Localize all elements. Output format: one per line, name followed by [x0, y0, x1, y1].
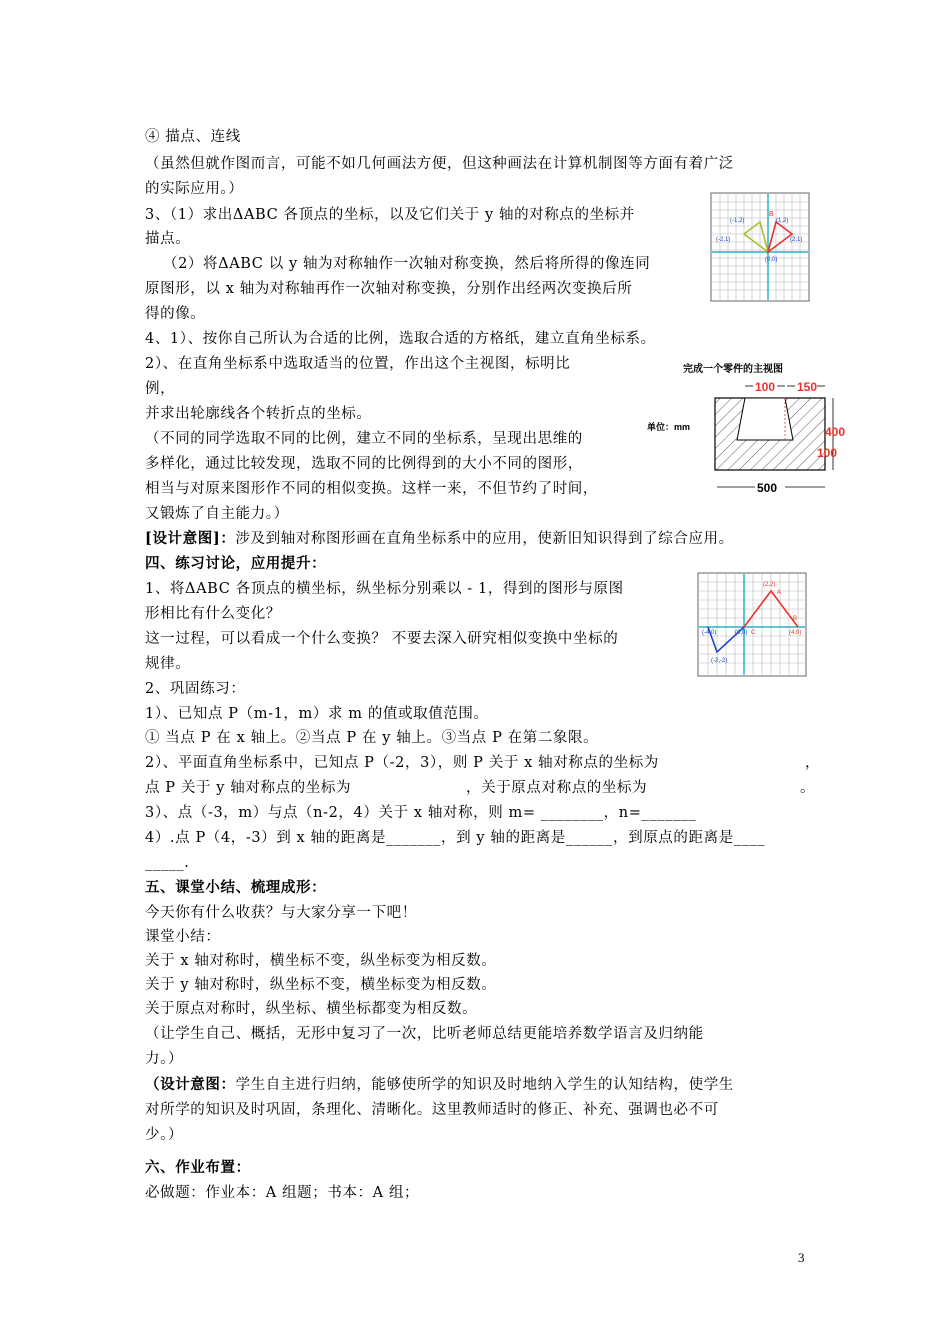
reflected-triangle: [744, 222, 768, 252]
exercise-2-comma: ，: [805, 755, 821, 771]
part-view-figure: [645, 360, 855, 500]
q4-remark: 又锻炼了自主能力。）: [145, 506, 289, 522]
exercise-1: 1）、已知点 P（m-1，m）求 m 的值或取值范围。: [145, 706, 489, 722]
section-6-heading: 六、作业布置：: [145, 1159, 251, 1176]
label-point: (-1,2): [730, 218, 745, 224]
label-point: (4,0): [789, 630, 802, 636]
section-4-heading: 四、练习讨论，应用提升：: [145, 555, 327, 572]
label-c: C: [751, 630, 756, 636]
design-intent-label: [设计意图]：: [145, 530, 236, 547]
design-intent-text: 涉及到轴对称图形画在直角坐标系中的应用，使新旧知识得到了综合应用。: [235, 531, 734, 547]
dim-lower: 100: [817, 446, 838, 460]
summary-remark: 力。）: [145, 1051, 184, 1067]
part-slot: [737, 398, 793, 440]
triangle-grid-figure: [710, 192, 810, 302]
practice-q2-heading: 2、巩固练习：: [145, 681, 246, 697]
label-point: (-4,0): [702, 630, 717, 636]
design-intent-2-text: 学生自主进行归纳，能够使所学的知识及时地纳入学生的认知结构，使学生: [235, 1077, 734, 1093]
exercise-3: 3）、点（-3，m）与点（n-2，4）关于 x 轴对称，则 m= ________，n=_______: [145, 805, 697, 821]
homework-required: 必做题：作业本：A 组题；书本：A 组；: [145, 1185, 420, 1201]
summary-label: 课堂小结：: [145, 929, 221, 945]
q3-part2-cont: 得的像。: [145, 306, 206, 322]
unit-label: 单位：mm: [647, 422, 691, 432]
label-a: A: [777, 590, 782, 596]
exercise-1-options: ① 当点 P 在 x 轴上。②当点 P 在 y 轴上。③当点 P 在第二象限。: [145, 730, 599, 746]
summary-prompt: 今天你有什么收获？与大家分享一下吧！: [145, 905, 417, 921]
q4-part1: 4、1）、按你自己所认为合适的比例，选取合适的方格纸，建立直角坐标系。: [145, 331, 656, 347]
q4-remark: 多样化，通过比较发现，选取不同的比例得到的大小不同的图形，: [145, 456, 583, 472]
q3-part2-cont: 原图形，以 x 轴为对称轴再作一次轴对称变换，分别作出经两次变换后所: [145, 281, 633, 297]
design-intent-2-line-1: [145, 1075, 734, 1095]
exercise-4-cont: _____.: [145, 855, 190, 871]
q3-part1: 3、（1）求出ΔABC 各顶点的坐标，以及它们关于 y 轴的对称点的坐标并: [145, 207, 635, 223]
design-intent-2-label: （设计意图：: [145, 1076, 236, 1093]
dim-top-right: 150: [797, 380, 818, 394]
remark-line: （虽然但就作图而言，可能不如几何画法方便，但这种画法在计算机制图等方面有着广泛: [145, 156, 734, 172]
remark-line: 的实际应用。）: [145, 181, 244, 197]
q4-remark: 相当与对原来图形作不同的相似变换。这样一来，不但节约了时间，: [145, 481, 598, 497]
design-intent-2-cont: 对所学的知识及时巩固，条理化、清晰化。这里教师适时的修正、补充、强调也必不可: [145, 1102, 719, 1118]
label-point: (-2,1): [716, 237, 731, 243]
design-intent-line-1: [145, 529, 734, 549]
coordinate-triangle-figure: [697, 572, 807, 677]
design-intent-2-cont: 少。）: [145, 1127, 184, 1143]
q4-part2-cont: 并求出轮廓线各个转折点的坐标。: [145, 406, 372, 422]
practice-q1-cont: 规律。: [145, 656, 191, 672]
q3-part1-cont: 描点。: [145, 231, 191, 247]
exercise-2-end: 。: [800, 780, 816, 796]
summary-remark: （让学生自己、概括，无形中复习了一次，比听老师总结更能培养数学语言及归纳能: [145, 1026, 704, 1042]
dim-height: 400: [825, 425, 846, 439]
part-title: 完成一个零件的主视图: [683, 364, 783, 375]
step-4-plot: ④ 描点、连线: [145, 129, 241, 145]
q4-remark: （不同的同学选取不同的比例，建立不同的坐标系，呈现出思维的: [145, 431, 583, 447]
label-point: (-2,-2): [711, 658, 728, 664]
exercise-2: 2）、平面直角坐标系中，已知点 P（-2，3），则 P 关于 x 轴对称点的坐标为: [145, 755, 659, 771]
section-5-heading: 五、课堂小结、梳理成形：: [145, 879, 327, 896]
summary-y-axis: 关于 y 轴对称时，纵坐标不变，横坐标变为相反数。: [145, 977, 497, 993]
label-b: B: [793, 616, 798, 622]
label-origin: (0,0): [765, 257, 778, 263]
q4-part2: 2）、在直角坐标系中选取适当的位置，作出这个主视图，标明比: [145, 356, 571, 372]
label-point: (2,2): [763, 582, 776, 588]
practice-q1-cont: 形相比有什么变化？: [145, 606, 281, 622]
exercise-4: 4）.点 P（4，-3）到 x 轴的距离是_______，到 y 轴的距离是______，到原点的距离是____: [145, 830, 766, 846]
practice-q1: 1、将ΔABC 各顶点的横坐标，纵坐标分别乘以 - 1，得到的图形与原图: [145, 581, 624, 597]
q3-part2: （2）将ΔABC 以 y 轴为对称轴作一次轴对称变换，然后将所得的像连同: [163, 256, 651, 272]
label-origin: (0,0): [735, 630, 748, 636]
triangle-abc: [768, 222, 792, 252]
q4-part2-cont: 例，: [145, 381, 176, 397]
summary-x-axis: 关于 x 轴对称时，横坐标不变，纵坐标变为相反数。: [145, 953, 497, 969]
exercise-2-cont-b: ，关于原点对称点的坐标为: [466, 780, 648, 796]
summary-origin: 关于原点对称时，纵坐标、横坐标都变为相反数。: [145, 1001, 478, 1017]
label-point: (2,1): [790, 237, 803, 243]
dim-bottom: 500: [757, 481, 778, 495]
dim-top-left: 100: [755, 380, 776, 394]
label-b: B: [769, 211, 774, 218]
label-point: (1,2): [776, 218, 789, 224]
exercise-2-cont-a: 点 P 关于 y 轴对称点的坐标为: [145, 780, 352, 796]
page-number: 3: [798, 1250, 805, 1265]
practice-q1-cont: 这一过程，可以看成一个什么变换？ 不要去深入研究相似变换中坐标的: [145, 631, 619, 647]
